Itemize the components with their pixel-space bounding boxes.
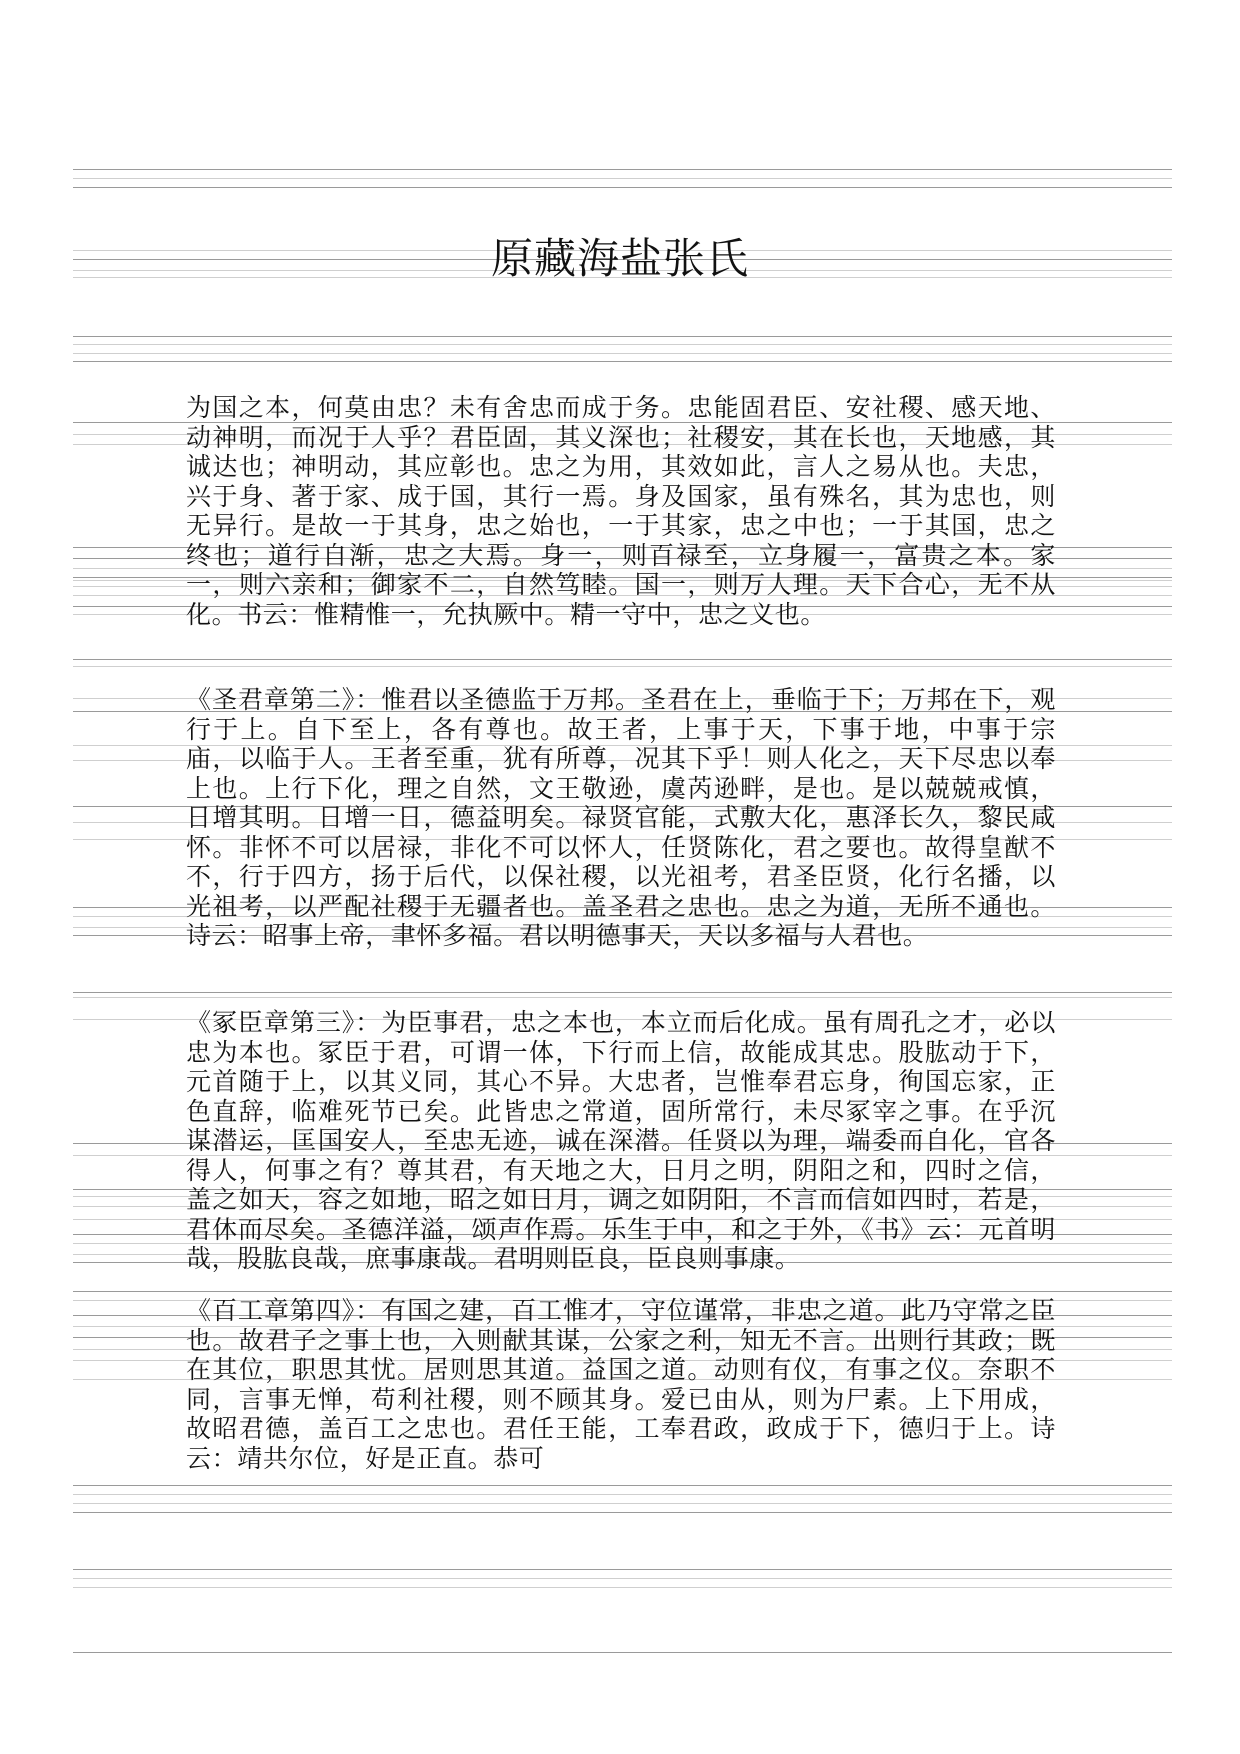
rule-line xyxy=(73,992,1172,993)
paragraph-sage-ruler-chapter: 《圣君章第二》：惟君以圣德监于万邦。圣君在上，垂临于下；万邦在下，观行于上。自下至上，各有尊也。故王者，上事于天，下事于地，中事于宗庙，以临于人。王者至重，犹有所尊，况其下乎！则人化之，天下尽忠以奉上也。上行下化，理之自然，文王敬逊，虞芮逊畔，是也。是以兢兢戒慎，日增其明。日增一日，德益明矣。禄贤官能，式敷大化，惠泽长久，黎民咸怀。非怀不可以居禄，非化不可以怀人，任贤陈化，君之要也。故得皇猷不不，行于四方，扬于后代，以保社稷，以光祖考，君圣臣贤，化行名播，以光祖考，以严配社稷于无疆者也。盖圣君之忠也。忠之为道，无所不通也。诗云：昭事上帝，聿怀多福。君以明德事天，天以多福与人君也。 xyxy=(186,685,1056,950)
rule-line xyxy=(73,1485,1172,1486)
rule-line xyxy=(73,344,1172,345)
rule-line xyxy=(73,361,1172,362)
paragraph-loyalty-intro: 为国之本，何莫由忠？未有舍忠而成于务。忠能固君臣、安社稷、感天地、动神明，而况于人乎？君臣固，其义深也；社稷安，其在长也，天地感，其诚达也；神明动，其应彰也。忠之为用，其效如此，言人之易从也。夫忠，兴于身、著于家、成于国，其行一焉。身及国家，虽有殊名，其为忠也，则无异行。是故一于其身，忠之始也，一于其家，忠之中也；一于其国，忠之终也；道行自渐，忠之大焉。身一，则百禄至，立身履一，富贵之本。家一，则六亲和；御家不二，自然笃睦。国一，则万人理。天下合心，无不从化。书云：惟精惟一，允执厥中。精一守中，忠之义也。 xyxy=(186,393,1056,629)
rule-line xyxy=(73,1578,1172,1579)
rule-line xyxy=(73,353,1172,354)
paragraph-chief-minister-chapter: 《冢臣章第三》：为臣事君，忠之本也，本立而后化成。虽有周孔之才，必以忠为本也。冢臣于君，可谓一体，下行而上信，故能成其忠。股肱动于下，元首随于上，以其义同，其心不异。大忠者，岂惟奉君忘身，徇国忘家，正色直辞，临难死节已矣。此皆忠之常道，固所常行，未尽冢宰之事。在乎沉谋潜运，匡国安人，至忠无迹，诚在深潜。任贤以为理，端委而自化，官各得人，何事之有？尊其君，有天地之大，日月之明，阴阳之和，四时之信，盖之如天，容之如地，昭之如日月，调之如阴阳，不言而信如四时，若是，君休而尽矣。圣德洋溢，颂声作焉。乐生于中，和之于外，《书》云：元首明哉，股肱良哉，庶事康哉。君明则臣良，臣良则事康。 xyxy=(186,1008,1056,1273)
rule-line xyxy=(73,1494,1172,1495)
rule-line xyxy=(73,1291,1172,1292)
rule-line xyxy=(73,336,1172,337)
rule-line xyxy=(73,178,1172,179)
rule-line xyxy=(73,1587,1172,1588)
page-title: 原藏海盐张氏 xyxy=(490,234,749,283)
rule-line xyxy=(73,1512,1172,1513)
paragraph-hundred-officials-chapter: 《百工章第四》：有国之建，百工惟才，守位谨常，非忠之道。此乃守常之臣也。故君子之事上也，入则献其谋，公家之利，知无不言。出则行其政；既在其位，职思其忧。居则思其道。益国之道。动则有仪，有事之仪。奈职不同，言事无惮，苟利社稷，则不顾其身。爱已由从，则为尸素。上下用成，故昭君德，盖百工之忠也。君任王能，工奉君政，政成于下，德归于上。诗云：靖共尔位，好是正直。恭可 xyxy=(186,1296,1056,1473)
rule-line xyxy=(73,997,1172,998)
rule-line xyxy=(73,187,1172,188)
rule-line xyxy=(73,1652,1172,1653)
rule-line xyxy=(73,1503,1172,1504)
rule-line xyxy=(73,659,1172,660)
rule-line xyxy=(73,169,1172,170)
rule-line xyxy=(73,666,1172,667)
rule-line xyxy=(73,1569,1172,1570)
